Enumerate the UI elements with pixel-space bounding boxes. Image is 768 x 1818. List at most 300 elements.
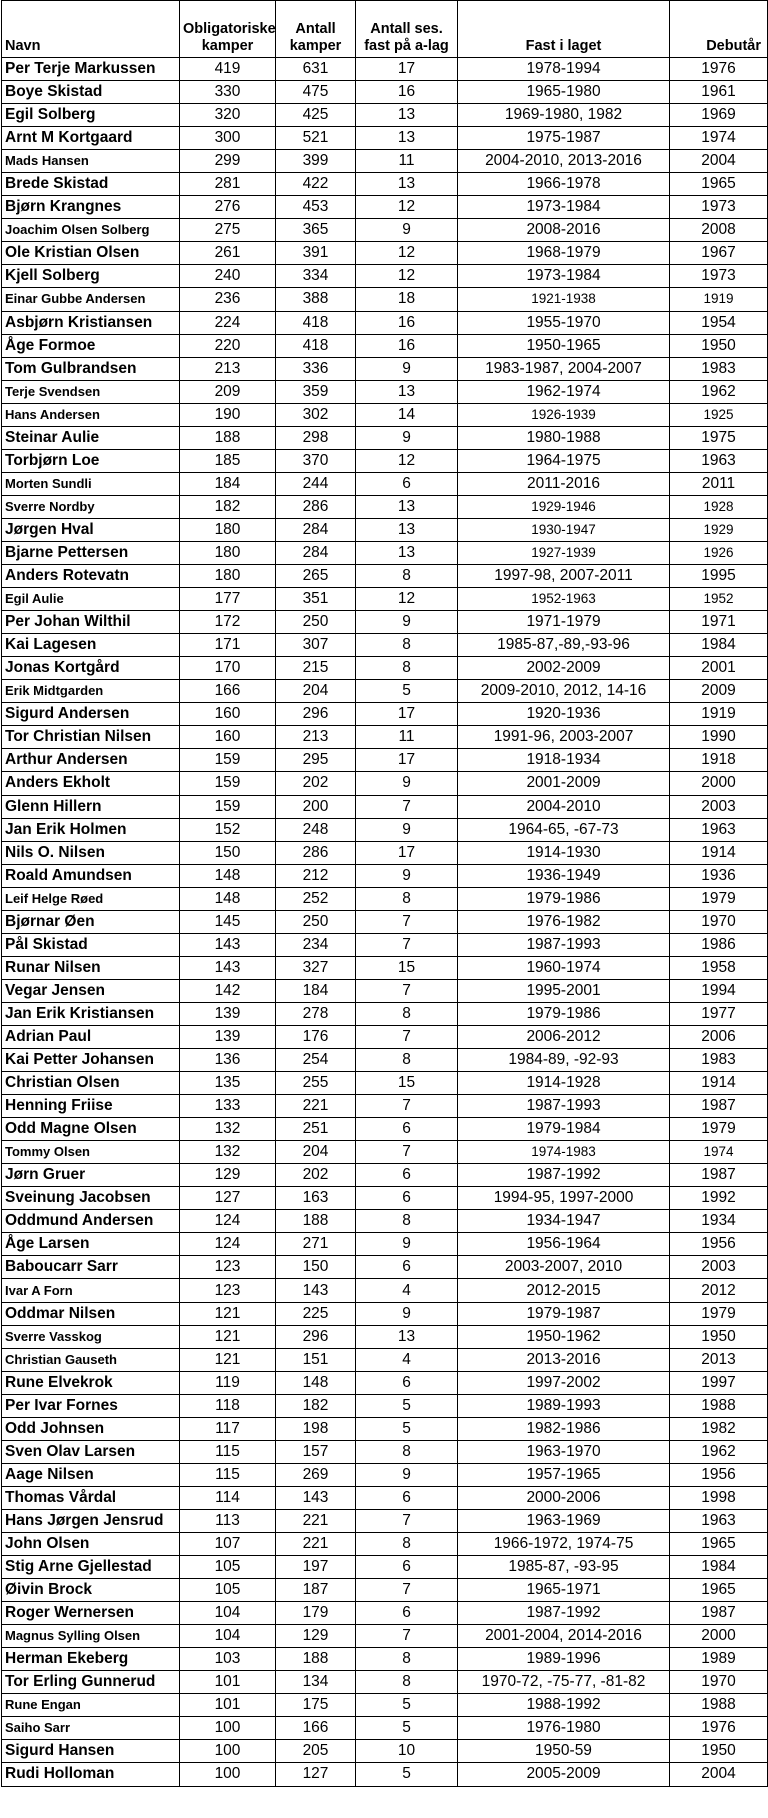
player-name-cell: Arnt M Kortgaard xyxy=(2,127,180,150)
debut-year-cell: 1971 xyxy=(670,611,768,634)
debut-year-cell: 1919 xyxy=(670,288,768,311)
regular-years-cell: 1987-1993 xyxy=(458,933,670,956)
table-row xyxy=(2,196,768,219)
regular-years-cell: 1964-1975 xyxy=(458,449,670,472)
regular-seasons-cell: 6 xyxy=(356,1556,458,1579)
total-matches-cell: 234 xyxy=(276,933,356,956)
regular-years-cell: 2006-2012 xyxy=(458,1025,670,1048)
player-name-cell: Vegar Jensen xyxy=(2,979,180,1002)
regular-seasons-cell: 6 xyxy=(356,1164,458,1187)
regular-seasons-cell: 6 xyxy=(356,1256,458,1279)
debut-year-cell: 1965 xyxy=(670,173,768,196)
regular-seasons-cell: 4 xyxy=(356,1279,458,1302)
regular-seasons-cell: 9 xyxy=(356,1463,458,1486)
obligatory-matches-cell: 184 xyxy=(180,472,276,495)
obligatory-matches-cell: 121 xyxy=(180,1348,276,1371)
regular-seasons-cell: 7 xyxy=(356,1509,458,1532)
regular-seasons-cell: 5 xyxy=(356,1763,458,1786)
player-name-cell: Jan Erik Holmen xyxy=(2,818,180,841)
total-matches-cell: 134 xyxy=(276,1671,356,1694)
total-matches-cell: 255 xyxy=(276,1072,356,1095)
regular-seasons-cell: 12 xyxy=(356,265,458,288)
table-row xyxy=(2,1417,768,1440)
total-matches-cell: 244 xyxy=(276,472,356,495)
obligatory-matches-cell: 123 xyxy=(180,1256,276,1279)
obligatory-matches-cell: 143 xyxy=(180,956,276,979)
player-name-cell: Rune Engan xyxy=(2,1694,180,1717)
table-row xyxy=(2,1486,768,1509)
obligatory-matches-cell: 300 xyxy=(180,127,276,150)
debut-year-cell: 1987 xyxy=(670,1602,768,1625)
obligatory-matches-cell: 145 xyxy=(180,910,276,933)
table-row xyxy=(2,357,768,380)
obligatory-matches-cell: 115 xyxy=(180,1440,276,1463)
obligatory-matches-cell: 136 xyxy=(180,1049,276,1072)
debut-year-cell: 2000 xyxy=(670,772,768,795)
regular-years-cell: 1934-1947 xyxy=(458,1210,670,1233)
total-matches-cell: 213 xyxy=(276,726,356,749)
debut-year-cell: 1928 xyxy=(670,495,768,518)
player-name-cell: Odd Johnsen xyxy=(2,1417,180,1440)
header-total-line2: kamper xyxy=(289,38,342,54)
table-row xyxy=(2,1579,768,1602)
player-name-cell: Kai Petter Johansen xyxy=(2,1049,180,1072)
debut-year-cell: 1983 xyxy=(670,1049,768,1072)
total-matches-cell: 336 xyxy=(276,357,356,380)
debut-year-cell: 1998 xyxy=(670,1486,768,1509)
regular-years-cell: 1979-1986 xyxy=(458,1002,670,1025)
table-row xyxy=(2,104,768,127)
regular-seasons-cell: 8 xyxy=(356,1648,458,1671)
regular-years-cell: 1930-1947 xyxy=(458,518,670,541)
table-row xyxy=(2,541,768,564)
regular-seasons-cell: 13 xyxy=(356,380,458,403)
player-name-cell: Asbjørn Kristiansen xyxy=(2,311,180,334)
debut-year-cell: 2004 xyxy=(670,150,768,173)
total-matches-cell: 252 xyxy=(276,887,356,910)
obligatory-matches-cell: 185 xyxy=(180,449,276,472)
regular-seasons-cell: 8 xyxy=(356,634,458,657)
regular-years-cell: 2004-2010, 2013-2016 xyxy=(458,150,670,173)
player-name-cell: Adrian Paul xyxy=(2,1025,180,1048)
table-row xyxy=(2,242,768,265)
player-name-cell: Leif Helge Røed xyxy=(2,887,180,910)
player-name-cell: Hans Jørgen Jensrud xyxy=(2,1509,180,1532)
debut-year-cell: 1954 xyxy=(670,311,768,334)
regular-seasons-cell: 9 xyxy=(356,426,458,449)
obligatory-matches-cell: 121 xyxy=(180,1302,276,1325)
table-row xyxy=(2,265,768,288)
player-name-cell: Henning Friise xyxy=(2,1095,180,1118)
regular-years-cell: 1987-1992 xyxy=(458,1164,670,1187)
total-matches-cell: 200 xyxy=(276,795,356,818)
regular-seasons-cell: 4 xyxy=(356,1348,458,1371)
player-name-cell: Jonas Kortgård xyxy=(2,657,180,680)
header-row xyxy=(2,1,768,58)
obligatory-matches-cell: 114 xyxy=(180,1486,276,1509)
debut-year-cell: 2009 xyxy=(670,680,768,703)
table-row xyxy=(2,518,768,541)
regular-seasons-cell: 6 xyxy=(356,1486,458,1509)
debut-year-cell: 1934 xyxy=(670,1210,768,1233)
regular-seasons-cell: 7 xyxy=(356,910,458,933)
player-name-cell: Nils O. Nilsen xyxy=(2,841,180,864)
total-matches-cell: 221 xyxy=(276,1095,356,1118)
regular-years-cell: 2002-2009 xyxy=(458,657,670,680)
regular-seasons-cell: 5 xyxy=(356,1694,458,1717)
header-total-line1: Antall xyxy=(295,21,336,37)
regular-years-cell: 1964-65, -67-73 xyxy=(458,818,670,841)
total-matches-cell: 265 xyxy=(276,565,356,588)
table-row xyxy=(2,1233,768,1256)
regular-years-cell: 1920-1936 xyxy=(458,703,670,726)
total-matches-cell: 370 xyxy=(276,449,356,472)
total-matches-cell: 150 xyxy=(276,1256,356,1279)
obligatory-matches-cell: 240 xyxy=(180,265,276,288)
total-matches-cell: 298 xyxy=(276,426,356,449)
debut-year-cell: 2011 xyxy=(670,472,768,495)
player-name-cell: Egil Solberg xyxy=(2,104,180,127)
debut-year-cell: 1965 xyxy=(670,1579,768,1602)
player-name-cell: Per Ivar Fornes xyxy=(2,1394,180,1417)
obligatory-matches-cell: 166 xyxy=(180,680,276,703)
player-name-cell: Aage Nilsen xyxy=(2,1463,180,1486)
table-row xyxy=(2,1463,768,1486)
total-matches-cell: 475 xyxy=(276,81,356,104)
total-matches-cell: 327 xyxy=(276,956,356,979)
obligatory-matches-cell: 160 xyxy=(180,726,276,749)
regular-years-cell: 1989-1993 xyxy=(458,1394,670,1417)
debut-year-cell: 1986 xyxy=(670,933,768,956)
obligatory-matches-cell: 213 xyxy=(180,357,276,380)
regular-seasons-cell: 7 xyxy=(356,1025,458,1048)
regular-seasons-cell: 7 xyxy=(356,933,458,956)
regular-seasons-cell: 9 xyxy=(356,864,458,887)
player-name-cell: Morten Sundli xyxy=(2,472,180,495)
player-name-cell: Roald Amundsen xyxy=(2,864,180,887)
debut-year-cell: 1952 xyxy=(670,588,768,611)
regular-years-cell: 1987-1992 xyxy=(458,1602,670,1625)
regular-seasons-cell: 16 xyxy=(356,334,458,357)
total-matches-cell: 127 xyxy=(276,1763,356,1786)
debut-year-cell: 1919 xyxy=(670,703,768,726)
debut-year-cell: 1975 xyxy=(670,426,768,449)
player-name-cell: Erik Midtgarden xyxy=(2,680,180,703)
table-row xyxy=(2,1141,768,1164)
debut-year-cell: 1974 xyxy=(670,1141,768,1164)
obligatory-matches-cell: 190 xyxy=(180,403,276,426)
regular-years-cell: 1966-1972, 1974-75 xyxy=(458,1533,670,1556)
header-obligatory-line1: Obligatoriske xyxy=(183,21,276,37)
regular-years-cell: 1950-1965 xyxy=(458,334,670,357)
regular-years-cell: 2004-2010 xyxy=(458,795,670,818)
player-name-cell: Hans Andersen xyxy=(2,403,180,426)
total-matches-cell: 188 xyxy=(276,1648,356,1671)
debut-year-cell: 1987 xyxy=(670,1095,768,1118)
total-matches-cell: 205 xyxy=(276,1740,356,1763)
total-matches-cell: 143 xyxy=(276,1486,356,1509)
total-matches-cell: 425 xyxy=(276,104,356,127)
player-name-cell: Odd Magne Olsen xyxy=(2,1118,180,1141)
table-row xyxy=(2,1763,768,1786)
debut-year-cell: 1976 xyxy=(670,1717,768,1740)
regular-years-cell: 1979-1986 xyxy=(458,887,670,910)
obligatory-matches-cell: 148 xyxy=(180,864,276,887)
player-name-cell: Jørgen Hval xyxy=(2,518,180,541)
obligatory-matches-cell: 100 xyxy=(180,1763,276,1786)
debut-year-cell: 1956 xyxy=(670,1233,768,1256)
player-name-cell: Tommy Olsen xyxy=(2,1141,180,1164)
total-matches-cell: 251 xyxy=(276,1118,356,1141)
player-name-cell: Christian Olsen xyxy=(2,1072,180,1095)
player-name-cell: Rune Elvekrok xyxy=(2,1371,180,1394)
table-row xyxy=(2,749,768,772)
regular-years-cell: 1927-1939 xyxy=(458,541,670,564)
obligatory-matches-cell: 299 xyxy=(180,150,276,173)
table-row xyxy=(2,1002,768,1025)
regular-seasons-cell: 8 xyxy=(356,1671,458,1694)
regular-years-cell: 1957-1965 xyxy=(458,1463,670,1486)
debut-year-cell: 1967 xyxy=(670,242,768,265)
total-matches-cell: 302 xyxy=(276,403,356,426)
header-seasons-line2: fast på a-lag xyxy=(364,38,449,54)
regular-years-cell: 1950-59 xyxy=(458,1740,670,1763)
regular-years-cell: 2001-2009 xyxy=(458,772,670,795)
player-name-cell: Magnus Sylling Olsen xyxy=(2,1625,180,1648)
regular-years-cell: 1979-1984 xyxy=(458,1118,670,1141)
regular-years-cell: 2005-2009 xyxy=(458,1763,670,1786)
regular-years-cell: 1918-1934 xyxy=(458,749,670,772)
regular-seasons-cell: 16 xyxy=(356,311,458,334)
table-row xyxy=(2,910,768,933)
regular-seasons-cell: 7 xyxy=(356,1141,458,1164)
obligatory-matches-cell: 101 xyxy=(180,1694,276,1717)
debut-year-cell: 1979 xyxy=(670,1118,768,1141)
regular-years-cell: 2000-2006 xyxy=(458,1486,670,1509)
obligatory-matches-cell: 419 xyxy=(180,58,276,81)
player-name-cell: Runar Nilsen xyxy=(2,956,180,979)
regular-seasons-cell: 5 xyxy=(356,1717,458,1740)
regular-years-cell: 1997-98, 2007-2011 xyxy=(458,565,670,588)
regular-years-cell: 1966-1978 xyxy=(458,173,670,196)
table-row xyxy=(2,565,768,588)
table-row xyxy=(2,864,768,887)
regular-seasons-cell: 8 xyxy=(356,565,458,588)
debut-year-cell: 1956 xyxy=(670,1463,768,1486)
player-name-cell: Øivin Brock xyxy=(2,1579,180,1602)
regular-seasons-cell: 7 xyxy=(356,1095,458,1118)
table-row xyxy=(2,1602,768,1625)
obligatory-matches-cell: 101 xyxy=(180,1671,276,1694)
regular-seasons-cell: 12 xyxy=(356,449,458,472)
regular-years-cell: 1914-1930 xyxy=(458,841,670,864)
total-matches-cell: 198 xyxy=(276,1417,356,1440)
table-row xyxy=(2,979,768,1002)
regular-years-cell: 1936-1949 xyxy=(458,864,670,887)
table-body xyxy=(2,58,768,1787)
debut-year-cell: 1973 xyxy=(670,265,768,288)
regular-years-cell: 1976-1982 xyxy=(458,910,670,933)
obligatory-matches-cell: 104 xyxy=(180,1602,276,1625)
regular-years-cell: 2001-2004, 2014-2016 xyxy=(458,1625,670,1648)
debut-year-cell: 1950 xyxy=(670,1325,768,1348)
table-row xyxy=(2,1671,768,1694)
player-name-cell: Rudi Holloman xyxy=(2,1763,180,1786)
regular-years-cell: 1984-89, -92-93 xyxy=(458,1049,670,1072)
obligatory-matches-cell: 132 xyxy=(180,1118,276,1141)
regular-seasons-cell: 6 xyxy=(356,1371,458,1394)
player-name-cell: Arthur Andersen xyxy=(2,749,180,772)
regular-years-cell: 1976-1980 xyxy=(458,1717,670,1740)
regular-years-cell: 1979-1987 xyxy=(458,1302,670,1325)
table-row xyxy=(2,1740,768,1763)
player-name-cell: Baboucarr Sarr xyxy=(2,1256,180,1279)
player-name-cell: Terje Svendsen xyxy=(2,380,180,403)
obligatory-matches-cell: 275 xyxy=(180,219,276,242)
total-matches-cell: 388 xyxy=(276,288,356,311)
header-obligatory-matches xyxy=(180,1,276,58)
total-matches-cell: 157 xyxy=(276,1440,356,1463)
debut-year-cell: 1963 xyxy=(670,1509,768,1532)
total-matches-cell: 188 xyxy=(276,1210,356,1233)
player-name-cell: Sigurd Hansen xyxy=(2,1740,180,1763)
regular-years-cell: 1971-1979 xyxy=(458,611,670,634)
player-name-cell: Jan Erik Kristiansen xyxy=(2,1002,180,1025)
debut-year-cell: 1984 xyxy=(670,634,768,657)
player-name-cell: Oddmar Nilsen xyxy=(2,1302,180,1325)
obligatory-matches-cell: 152 xyxy=(180,818,276,841)
debut-year-cell: 1925 xyxy=(670,403,768,426)
obligatory-matches-cell: 115 xyxy=(180,1463,276,1486)
regular-seasons-cell: 15 xyxy=(356,956,458,979)
total-matches-cell: 278 xyxy=(276,1002,356,1025)
player-name-cell: Kai Lagesen xyxy=(2,634,180,657)
regular-years-cell: 1962-1974 xyxy=(458,380,670,403)
table-row xyxy=(2,1533,768,1556)
player-name-cell: Bjørnar Øen xyxy=(2,910,180,933)
regular-seasons-cell: 15 xyxy=(356,1072,458,1095)
player-name-cell: Joachim Olsen Solberg xyxy=(2,219,180,242)
player-name-cell: Sverre Vasskog xyxy=(2,1325,180,1348)
obligatory-matches-cell: 123 xyxy=(180,1279,276,1302)
total-matches-cell: 221 xyxy=(276,1533,356,1556)
table-row xyxy=(2,1187,768,1210)
total-matches-cell: 197 xyxy=(276,1556,356,1579)
table-row xyxy=(2,1302,768,1325)
table-row xyxy=(2,1648,768,1671)
total-matches-cell: 391 xyxy=(276,242,356,265)
regular-seasons-cell: 9 xyxy=(356,818,458,841)
player-name-cell: Oddmund Andersen xyxy=(2,1210,180,1233)
table-row xyxy=(2,933,768,956)
obligatory-matches-cell: 113 xyxy=(180,1509,276,1532)
debut-year-cell: 2006 xyxy=(670,1025,768,1048)
debut-year-cell: 1990 xyxy=(670,726,768,749)
debut-year-cell: 2003 xyxy=(670,795,768,818)
debut-year-cell: 2003 xyxy=(670,1256,768,1279)
header-debut-year: Debutår xyxy=(670,1,768,58)
obligatory-matches-cell: 105 xyxy=(180,1579,276,1602)
regular-years-cell: 1952-1963 xyxy=(458,588,670,611)
regular-seasons-cell: 12 xyxy=(356,242,458,265)
regular-seasons-cell: 6 xyxy=(356,1187,458,1210)
total-matches-cell: 202 xyxy=(276,772,356,795)
table-row xyxy=(2,772,768,795)
player-name-cell: Saiho Sarr xyxy=(2,1717,180,1740)
player-name-cell: Roger Wernersen xyxy=(2,1602,180,1625)
regular-seasons-cell: 17 xyxy=(356,841,458,864)
total-matches-cell: 166 xyxy=(276,1717,356,1740)
debut-year-cell: 2001 xyxy=(670,657,768,680)
regular-years-cell: 1978-1994 xyxy=(458,58,670,81)
table-row xyxy=(2,426,768,449)
obligatory-matches-cell: 105 xyxy=(180,1556,276,1579)
header-seasons xyxy=(356,1,458,58)
regular-seasons-cell: 13 xyxy=(356,127,458,150)
regular-years-cell: 2003-2007, 2010 xyxy=(458,1256,670,1279)
debut-year-cell: 1979 xyxy=(670,1302,768,1325)
regular-years-cell: 1956-1964 xyxy=(458,1233,670,1256)
obligatory-matches-cell: 180 xyxy=(180,541,276,564)
regular-seasons-cell: 13 xyxy=(356,518,458,541)
total-matches-cell: 359 xyxy=(276,380,356,403)
debut-year-cell: 1914 xyxy=(670,841,768,864)
obligatory-matches-cell: 104 xyxy=(180,1625,276,1648)
table-row xyxy=(2,1256,768,1279)
regular-seasons-cell: 18 xyxy=(356,288,458,311)
debut-year-cell: 1950 xyxy=(670,334,768,357)
total-matches-cell: 296 xyxy=(276,703,356,726)
regular-seasons-cell: 8 xyxy=(356,1049,458,1072)
table-row xyxy=(2,680,768,703)
total-matches-cell: 204 xyxy=(276,1141,356,1164)
table-row xyxy=(2,611,768,634)
regular-seasons-cell: 9 xyxy=(356,1302,458,1325)
obligatory-matches-cell: 182 xyxy=(180,495,276,518)
debut-year-cell: 2000 xyxy=(670,1625,768,1648)
obligatory-matches-cell: 139 xyxy=(180,1025,276,1048)
regular-seasons-cell: 13 xyxy=(356,173,458,196)
total-matches-cell: 351 xyxy=(276,588,356,611)
player-name-cell: Torbjørn Loe xyxy=(2,449,180,472)
table-row xyxy=(2,1279,768,1302)
table-row xyxy=(2,1049,768,1072)
regular-seasons-cell: 9 xyxy=(356,357,458,380)
table-row xyxy=(2,173,768,196)
table-row xyxy=(2,334,768,357)
regular-seasons-cell: 7 xyxy=(356,1625,458,1648)
obligatory-matches-cell: 320 xyxy=(180,104,276,127)
player-name-cell: Per Johan Wilthil xyxy=(2,611,180,634)
regular-seasons-cell: 8 xyxy=(356,657,458,680)
debut-year-cell: 1974 xyxy=(670,127,768,150)
regular-seasons-cell: 8 xyxy=(356,1440,458,1463)
debut-year-cell: 2008 xyxy=(670,219,768,242)
table-row xyxy=(2,1095,768,1118)
players-table xyxy=(1,0,768,1787)
regular-years-cell: 1989-1996 xyxy=(458,1648,670,1671)
regular-years-cell: 1973-1984 xyxy=(458,196,670,219)
obligatory-matches-cell: 236 xyxy=(180,288,276,311)
regular-years-cell: 1974-1983 xyxy=(458,1141,670,1164)
table-row xyxy=(2,1556,768,1579)
player-name-cell: Per Terje Markussen xyxy=(2,58,180,81)
table-row xyxy=(2,956,768,979)
total-matches-cell: 521 xyxy=(276,127,356,150)
obligatory-matches-cell: 103 xyxy=(180,1648,276,1671)
table-row xyxy=(2,887,768,910)
regular-years-cell: 2009-2010, 2012, 14-16 xyxy=(458,680,670,703)
